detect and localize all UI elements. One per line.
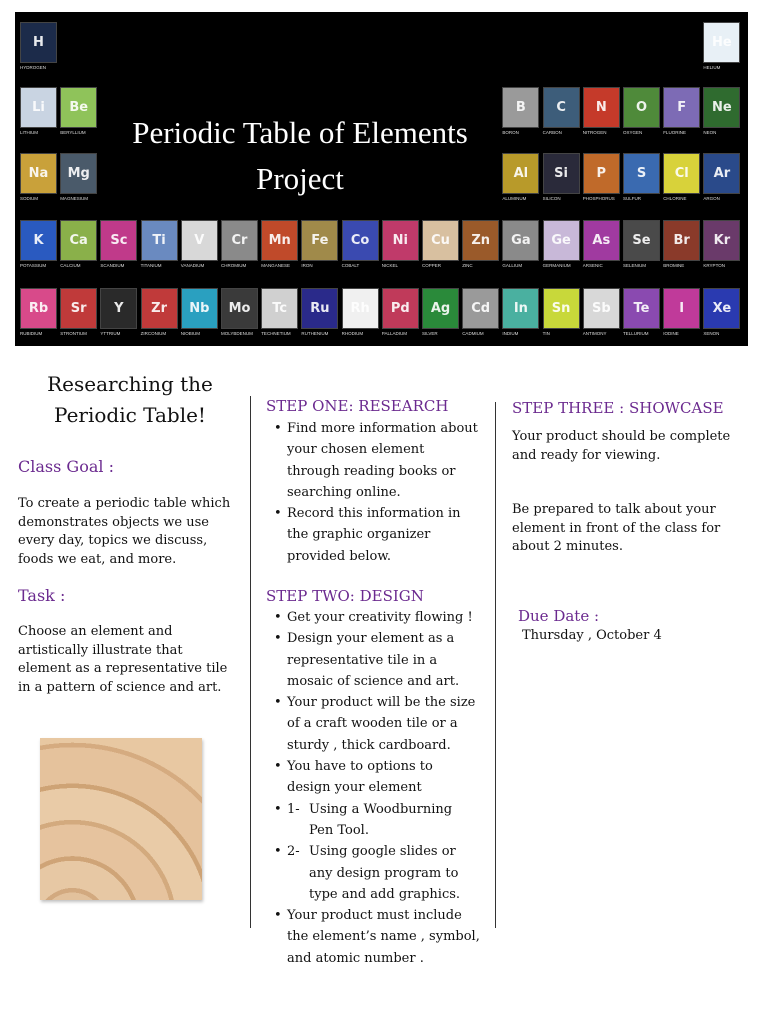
element-caption: INDIUM [502, 331, 519, 336]
element-symbol: Sr [70, 300, 87, 316]
element-symbol: Cr [231, 232, 248, 248]
step-two-item: • Your product must include the element’s name , symbol, and atomic number . [266, 905, 480, 969]
element-symbol: He [712, 34, 732, 50]
element-tile [663, 153, 700, 194]
element-symbol: Zr [151, 300, 168, 316]
due-date-label: Due Date : [518, 607, 600, 625]
element-symbol: Ar [713, 165, 731, 181]
element-symbol: H [33, 34, 44, 50]
element-symbol: Nb [189, 300, 210, 316]
element-caption: MOLYBDENUM [221, 331, 253, 336]
element-tile [703, 22, 740, 63]
element-caption: TIN [542, 331, 550, 336]
element-symbol: N [595, 99, 607, 115]
class-goal-label: Class Goal : [18, 457, 114, 476]
element-caption: SULFUR [623, 196, 642, 201]
element-tile [261, 288, 298, 329]
element-caption: HYDROGEN [20, 65, 47, 70]
element-caption: STRONTIUM [60, 331, 87, 336]
step-two-list [266, 607, 480, 969]
element-caption: IRON [301, 263, 313, 268]
element-tile [382, 220, 419, 261]
element-caption: ZIRCONIUM [140, 331, 167, 336]
element-caption: YTTRIUM [100, 331, 121, 336]
element-symbol: P [596, 165, 607, 181]
element-symbol: Cl [674, 165, 689, 181]
element-symbol: Sb [591, 300, 611, 316]
element-tile [20, 288, 57, 329]
element-caption: GALLIUM [502, 263, 523, 268]
element-tile [60, 288, 97, 329]
element-caption: ANTIMONY [582, 331, 607, 336]
element-caption: BERYLLIUM [60, 130, 86, 135]
element-tile [623, 87, 660, 128]
design-option-number: • 2- [287, 844, 300, 860]
element-symbol: Se [632, 232, 651, 248]
due-date-value: Thursday , October 4 [522, 628, 662, 643]
element-symbol: F [677, 99, 687, 115]
element-symbol: Ne [712, 99, 732, 115]
element-symbol: Te [633, 300, 650, 316]
element-symbol: Sc [110, 232, 128, 248]
element-tile [502, 220, 539, 261]
element-tile [422, 288, 459, 329]
element-caption: XENON [703, 331, 720, 336]
banner-title-line2: Project [256, 161, 344, 196]
element-symbol: S [636, 165, 647, 181]
page-heading [40, 369, 220, 431]
element-caption: SODIUM [20, 196, 38, 201]
element-symbol: Be [69, 99, 89, 115]
element-caption: NITROGEN [582, 130, 607, 135]
element-symbol: Li [32, 99, 45, 115]
element-tile [623, 153, 660, 194]
element-symbol: Ni [392, 232, 408, 248]
element-symbol: I [679, 300, 685, 316]
element-caption: MANGANESE [261, 263, 290, 268]
element-caption: PALLADIUM [381, 331, 407, 336]
element-caption: VANADIUM [180, 263, 205, 268]
element-tile [20, 153, 57, 194]
element-caption: KRYPTON [703, 263, 725, 268]
design-option-item [266, 841, 480, 905]
element-symbol: Kr [713, 232, 731, 248]
element-caption: CARBON [542, 130, 562, 135]
element-tile [181, 220, 218, 261]
element-caption: SELENIUM [623, 263, 647, 268]
element-caption: TECHNETIUM [261, 331, 291, 336]
element-tile [543, 288, 580, 329]
element-tile [543, 153, 580, 194]
step-two-item: • Design your element as a representative tile in a mosaic of science and art. [266, 628, 480, 692]
element-symbol: Na [28, 165, 49, 181]
element-caption: GERMANIUM [542, 263, 571, 268]
element-symbol: Al [513, 165, 529, 181]
element-tile [703, 288, 740, 329]
element-caption: TITANIUM [140, 263, 162, 268]
element-symbol: Mn [268, 232, 291, 248]
element-caption: COBALT [341, 263, 360, 268]
element-tile [663, 220, 700, 261]
element-tile [502, 288, 539, 329]
element-caption: RHODIUM [341, 331, 364, 336]
element-tile [181, 288, 218, 329]
element-caption: ZINC [462, 263, 473, 268]
element-tile [20, 22, 57, 63]
element-symbol: Br [673, 232, 690, 248]
element-caption: CADMIUM [462, 331, 484, 336]
element-symbol: Ga [511, 232, 531, 248]
element-symbol: Cu [431, 232, 450, 248]
element-caption: CALCIUM [60, 263, 81, 268]
element-caption: SILICON [542, 196, 561, 201]
element-caption: PHOSPHORUS [582, 196, 615, 201]
task-label: Task : [18, 586, 66, 605]
element-caption: IODINE [663, 331, 679, 336]
element-tile [703, 87, 740, 128]
element-symbol: Xe [712, 300, 732, 316]
element-tile [60, 153, 97, 194]
element-caption: NEON [703, 130, 717, 135]
wooden-tile-image [40, 738, 202, 900]
step-two-item: • You have to options to design your element [266, 756, 480, 799]
step-two-item: • Your product will be the size of a craft wooden tile or a sturdy , thick cardboard. [266, 692, 480, 756]
element-tile [543, 87, 580, 128]
step-two-item: • Get your creativity flowing ! [266, 607, 480, 628]
element-symbol: Tc [272, 300, 288, 316]
element-caption: ALUMINUM [502, 196, 527, 201]
element-tile [422, 220, 459, 261]
element-caption: COPPER [422, 263, 442, 268]
element-caption: FLUORINE [663, 130, 686, 135]
element-tile [623, 220, 660, 261]
element-tile [462, 288, 499, 329]
design-options-list [266, 799, 480, 905]
design-option-item [266, 799, 480, 842]
element-caption: MAGNESIUM [60, 196, 88, 201]
element-tile [221, 288, 258, 329]
element-tile [221, 220, 258, 261]
element-symbol: Ag [430, 300, 451, 316]
element-caption: BROMINE [663, 263, 685, 268]
banner-title [125, 110, 475, 202]
design-option-text: Using a Woodburning Pen Tool. [309, 801, 453, 838]
element-symbol: Cd [471, 300, 491, 316]
element-symbol: Mg [67, 165, 90, 181]
element-tile [100, 220, 137, 261]
element-caption: NIOBIUM [180, 331, 201, 336]
element-caption: BORON [502, 130, 519, 135]
element-symbol: Rh [350, 300, 370, 316]
element-caption: OXYGEN [623, 130, 643, 135]
element-caption: ARSENIC [582, 263, 603, 268]
element-tile [342, 288, 379, 329]
step-three-text-1: Your product should be complete and ready for viewing. [512, 429, 731, 463]
task-text: Choose an element and artistically illustrate that element as a representative tile in a pattern of science and art. [18, 624, 228, 695]
element-symbol: O [635, 99, 648, 115]
element-tile [623, 288, 660, 329]
element-tile [20, 87, 57, 128]
design-option-text: Using google slides or any design program to type and add graphics. [309, 844, 461, 902]
element-tile [583, 288, 620, 329]
element-caption: ARGON [703, 196, 720, 201]
element-tile [141, 220, 178, 261]
element-symbol: Co [350, 232, 370, 248]
element-caption: LITHIUM [20, 130, 38, 135]
element-tile [583, 87, 620, 128]
column-divider-right [495, 402, 496, 928]
element-tile [301, 220, 338, 261]
element-caption: TELLURIUM [623, 331, 649, 336]
step-one-list [266, 418, 480, 567]
element-tile [663, 288, 700, 329]
element-symbol: Ca [69, 232, 88, 248]
banner-title-line1: Periodic Table of Elements [132, 115, 468, 150]
element-caption: SCANDIUM [100, 263, 125, 268]
element-caption: RUTHENIUM [301, 331, 329, 336]
element-tile [462, 220, 499, 261]
column-divider-left [250, 396, 251, 928]
element-symbol: Fe [311, 232, 329, 248]
element-caption: NICKEL [381, 263, 399, 268]
element-symbol: V [194, 232, 205, 248]
element-symbol: Ge [551, 232, 571, 248]
page-heading-line2: Periodic Table! [54, 403, 206, 427]
step-three-label: STEP THREE : SHOWCASE [512, 399, 724, 417]
element-tile [60, 87, 97, 128]
element-tile [60, 220, 97, 261]
page-heading-line1: Researching the [47, 372, 213, 396]
element-symbol: Zn [471, 232, 491, 248]
element-symbol: K [33, 232, 44, 248]
element-symbol: As [592, 232, 611, 248]
element-symbol: Rb [28, 300, 49, 316]
element-tile [502, 87, 539, 128]
element-tile [703, 220, 740, 261]
element-caption: SILVER [422, 331, 438, 336]
element-symbol: C [556, 99, 566, 115]
step-one-item: • Record this information in the graphic organizer provided below. [266, 503, 480, 567]
element-tile [100, 288, 137, 329]
element-symbol: Sn [551, 300, 571, 316]
element-caption: CHLORINE [663, 196, 687, 201]
element-tile [583, 153, 620, 194]
step-one-item: • Find more information about your chosen element through reading books or searching online. [266, 418, 480, 503]
element-tile [543, 220, 580, 261]
step-two-label: STEP TWO: DESIGN [266, 587, 424, 605]
element-symbol: In [513, 300, 528, 316]
element-tile [301, 288, 338, 329]
element-caption: POTASSIUM [20, 263, 47, 268]
element-tile [583, 220, 620, 261]
element-tile [20, 220, 57, 261]
element-symbol: Ru [310, 300, 330, 316]
element-tile [342, 220, 379, 261]
step-one-label: STEP ONE: RESEARCH [266, 397, 449, 415]
element-symbol: Ti [152, 232, 166, 248]
element-symbol: Mo [228, 300, 251, 316]
element-tile [141, 288, 178, 329]
element-caption: HELIUM [703, 65, 721, 70]
element-caption: CHROMIUM [221, 263, 247, 268]
element-symbol: Y [114, 300, 124, 316]
element-symbol: B [515, 99, 526, 115]
element-caption: RUBIDIUM [20, 331, 43, 336]
element-tile [261, 220, 298, 261]
element-tile [382, 288, 419, 329]
element-symbol: Si [554, 165, 568, 181]
element-tile [703, 153, 740, 194]
element-symbol: Pd [390, 300, 410, 316]
design-option-number: • 1- [287, 801, 300, 817]
step-three-text-2: Be prepared to talk about your element in front of the class for about 2 minutes. [512, 502, 721, 554]
element-tile [502, 153, 539, 194]
banner-image [15, 12, 748, 346]
class-goal-text: To create a periodic table which demonstrates objects we use every day, topics we discuss, foods we eat, and more. [18, 496, 231, 567]
element-tile [663, 87, 700, 128]
